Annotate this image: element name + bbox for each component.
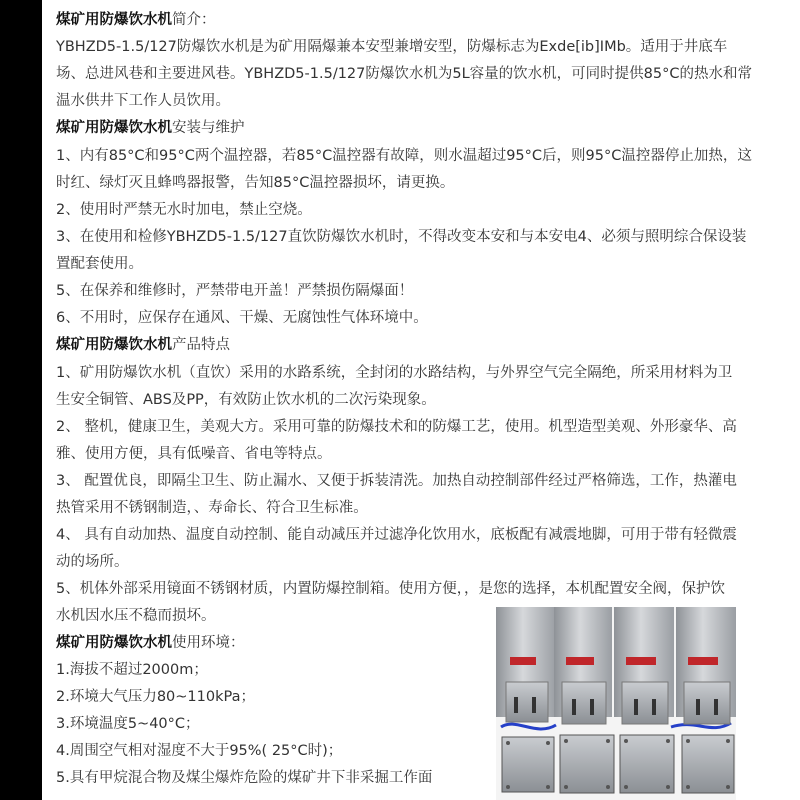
install-item-line: 2、使用时严禁无水时加电，禁止空烧。 — [56, 202, 312, 218]
dispenser-unit-2 — [554, 607, 614, 793]
document-page — [42, 0, 800, 800]
dispenser-unit-1 — [496, 607, 556, 792]
install-item-line: 置配套使用。 — [56, 256, 143, 272]
environment-item-line: 2.环境大气压力80~110kPa； — [56, 689, 255, 705]
environment-item-line: 4.周围空气相对湿度不大于95%( 25°C时)； — [56, 743, 343, 759]
dispenser-unit-4 — [676, 607, 736, 793]
section-heading-install: 煤矿用防爆饮水机安装与维护 — [56, 120, 245, 136]
install-item-line: 时红、绿灯灭且蜂鸣器报警，告知85°C温控器损坏，请更换。 — [56, 175, 455, 191]
environment-item-line: 3.环境温度5~40°C； — [56, 716, 200, 732]
feature-item-line: 1、矿用防爆饮水机（直饮）采用的水路系统，全封闭的水路结构，与外界空气完全隔绝，所采用材料为卫 — [56, 365, 733, 381]
feature-item-line: 生安全铜管、ABS及PP，有效防止饮水机的二次污染现象。 — [56, 392, 436, 408]
product-photo — [496, 607, 736, 800]
feature-item-line: 5、机体外部采用镜面不锈钢材质，内置防爆控制箱。使用方便，，是您的选择，本机配置安全阀，保护饮 — [56, 581, 725, 597]
feature-item-line: 雅、使用方便，具有低噪音、省电等特点。 — [56, 446, 332, 462]
environment-item-line: 1.海拔不超过2000m； — [56, 662, 208, 678]
feature-item-line: 动的场所。 — [56, 554, 129, 570]
feature-item-line: 水机因水压不稳而损坏。 — [56, 608, 216, 624]
intro-paragraph-line: 温水供井下工作人员饮用。 — [56, 93, 230, 109]
install-item-line: 1、内有85°C和95°C两个温控器，若85°C温控器有故障，则水温超过95°C后，则95°C温控器停止加热，这 — [56, 148, 752, 164]
intro-paragraph-line: YBHZD5-1.5/127防爆饮水机是为矿用隔爆兼本安型兼增安型，防爆标志为Exde[ib]IMb。适用于井底车 — [56, 39, 728, 55]
intro-paragraph-line: 场、总进风巷和主要进风巷。YBHZD5-1.5/127防爆饮水机为5L容量的饮水机，可同时提供85°C的热水和常 — [56, 66, 753, 82]
install-item-line: 3、在使用和检修YBHZD5-1.5/127直饮防爆饮水机时，不得改变本安和与本安电4、必须与照明综合保设装 — [56, 229, 747, 245]
section-heading-intro: 煤矿用防爆饮水机简介： — [56, 12, 216, 28]
feature-item-line: 2、 整机，健康卫生，美观大方。采用可靠的防爆技术和的防爆工艺，使用。机型造型美观、外形豪华、高 — [56, 419, 737, 435]
dispenser-unit-3 — [614, 607, 674, 793]
feature-item-line: 4、 具有自动加热、温度自动控制、能自动减压并过滤净化饮用水，底板配有减震地脚，可用于带有轻微震 — [56, 527, 737, 543]
install-item-line: 5、在保养和维修时，严禁带电开盖！严禁损伤隔爆面！ — [56, 283, 414, 299]
environment-item-line: 5.具有甲烷混合物及煤尘爆炸危险的煤矿井下非采掘工作面 — [56, 770, 433, 786]
feature-item-line: 3、 配置优良，即隔尘卫生、防止漏水、又便于拆装清洗。加热自动控制部件经过严格筛选，工作，热灌电 — [56, 473, 737, 489]
water-dispenser-illustration — [496, 607, 736, 800]
feature-item-line: 热管采用不锈钢制造，、寿命长、符合卫生标准。 — [56, 500, 368, 516]
section-heading-features: 煤矿用防爆饮水机产品特点 — [56, 337, 230, 353]
section-heading-environment: 煤矿用防爆饮水机使用环境： — [56, 635, 245, 651]
install-item-line: 6、不用时，应保存在通风、干燥、无腐蚀性气体环境中。 — [56, 310, 428, 326]
